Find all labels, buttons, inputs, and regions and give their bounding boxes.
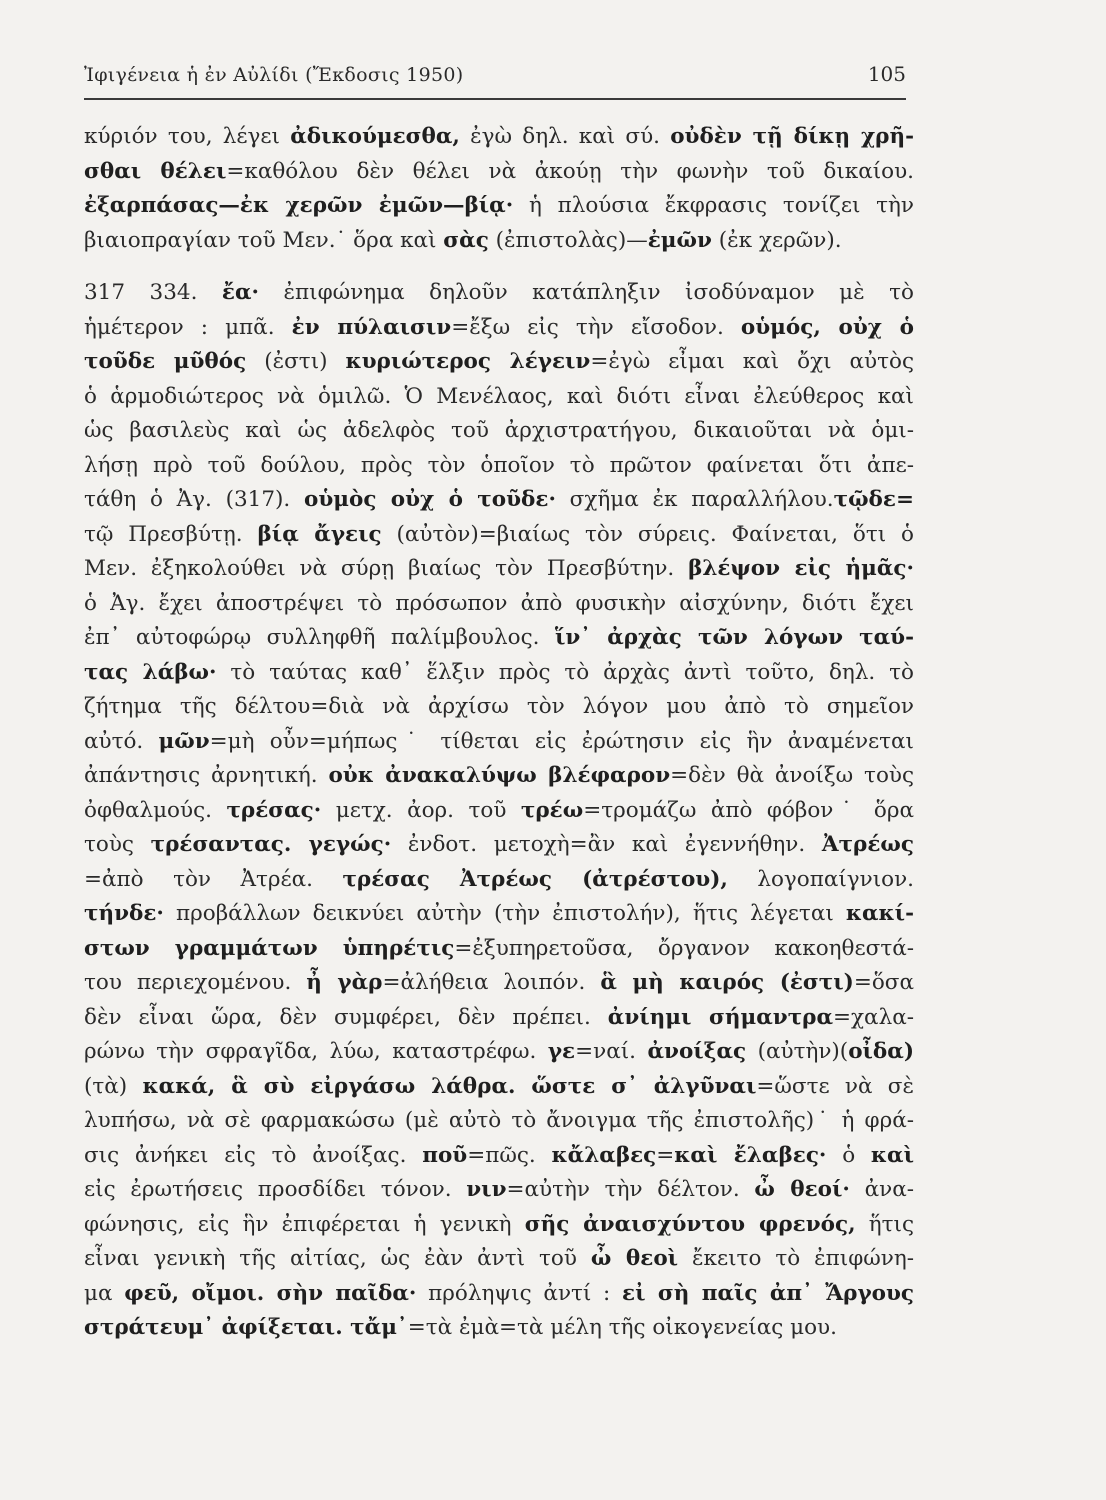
gloss-text: 317 334.: [84, 280, 222, 305]
gloss-text: σις ἀνήκει εἰς τὸ ἀνοίξας.: [84, 1142, 423, 1168]
gloss-text: ὁ: [826, 1142, 871, 1168]
gloss-text: κύριόν του, λέγει: [84, 124, 291, 149]
gloss-text: ἐπ᾽ αὐτοφώρῳ συλληφθῆ παλίμβουλος.: [84, 625, 555, 650]
gloss-text: ἐνδοτ. μετοχὴ=ἂν καὶ ἐγεννήθην.: [391, 832, 822, 857]
lemma-term: κἄλαβες: [551, 1142, 657, 1168]
gloss-text: τοὺς: [84, 832, 151, 857]
lemma-term: οἶδα): [848, 1039, 914, 1064]
text-line: [84, 1001, 914, 1036]
running-title: Ἰφιγένεια ἡ ἐν Αὐλίδι (Ἔκδοσις 1950): [84, 64, 464, 86]
lemma-term: οὑμός, οὐχ ὁ: [740, 314, 915, 340]
lemma-term: εἰ σὴ παῖς ἀπ᾽ Ἄργους: [622, 1280, 914, 1306]
lemma-term: τρέσαντας. γεγώς·: [150, 832, 392, 857]
text-line: [84, 725, 914, 760]
lemma-term: σὰς: [443, 227, 489, 253]
lemma-term: τας λάβω·: [84, 659, 217, 685]
lemma-term: γε: [547, 1039, 576, 1064]
text-line: [84, 828, 914, 863]
lemma-term: οὐκ ἀνακαλύψω βλέφαρον: [328, 763, 671, 788]
text-line: [84, 932, 914, 967]
lemma-term: οὐδὲν τῇ δίκῃ χρῆ-: [670, 124, 914, 149]
lemma-term: Ἀτρέως: [821, 832, 914, 857]
gloss-text: =δὲν θὰ ἀνοίξω τοὺς: [670, 763, 914, 788]
lemma-term: στων γραμμάτων ὑπηρέτις: [84, 935, 455, 961]
gloss-text: =μὴ οὖν=μήπως˙ τίθεται εἰς ἐρώτησιν εἰς ἣν ἀναμένεται: [209, 728, 914, 754]
gloss-text: μετχ. ἀορ. τοῦ: [321, 797, 521, 823]
gloss-text: ρώνω τὴν σφραγῖδα, λύω, καταστρέφω.: [84, 1039, 548, 1064]
gloss-text: ἥτις: [855, 1211, 914, 1237]
page-number: 105: [867, 62, 906, 86]
text-line: [84, 189, 914, 224]
lemma-term: βίᾳ ἄγεις: [257, 521, 382, 547]
lemma-term: κακί-: [845, 901, 914, 926]
lemma-term: ὦ θεοί·: [754, 1177, 850, 1202]
gloss-text: =ναί.: [575, 1039, 648, 1064]
gloss-text: ὁ Ἀγ. ἔχει ἀποστρέψει τὸ πρόσωπον ἀπὸ φυσικὴν αἰσχύνην, διότι ἔχει: [84, 590, 914, 616]
text-line: [84, 656, 914, 691]
lemma-term: τήνδε·: [84, 901, 164, 926]
lemma-term: ἀδικούμεσθα,: [290, 124, 460, 149]
lemma-term: ἵν᾽ ἀρχὰς τῶν λόγων ταύ-: [554, 625, 914, 650]
gloss-text: ἡ πλούσια ἔκφρασις τονίζει τὴν: [513, 193, 914, 218]
gloss-text: τῷ Πρεσβύτῃ.: [84, 521, 258, 547]
gloss-text: (ἐστι): [246, 349, 346, 374]
text-line: [84, 794, 914, 829]
gloss-text: =χαλα-: [833, 1004, 914, 1030]
gloss-text: σχῆμα ἐκ παραλλήλου.: [555, 487, 834, 512]
text-line: [84, 483, 914, 518]
lemma-term: οὑμὸς οὐχ ὁ τοῦδε·: [303, 487, 556, 512]
gloss-text: =τὰ ἐμὰ=τὰ μέλη τῆς οἰκογενείας μου.: [407, 1315, 837, 1340]
text-line: [84, 1070, 914, 1105]
gloss-text: =αὐτὴν τὴν δέλτον.: [506, 1177, 755, 1202]
gloss-text: (ἐπιστολὰς)—: [488, 227, 648, 253]
gloss-text: εἰς ἐρωτήσεις προσδίδει τόνον.: [84, 1177, 467, 1202]
text-line: [84, 621, 914, 656]
text-line: [84, 1139, 914, 1174]
gloss-text: =ἐγὼ εἶμαι καὶ ὄχι αὐτὸς: [590, 349, 914, 374]
text-line: [84, 414, 914, 449]
lemma-term: τοῦδε μῦθός: [84, 349, 247, 374]
gloss-text: λυπήσω, νὰ σὲ φαρμακώσω (μὲ αὐτὸ τὸ ἄνοιγμα τῆς ἐπιστολῆς)˙ ἡ φρά-: [84, 1108, 914, 1133]
lemma-term: ἐμῶν: [647, 227, 712, 253]
paragraph-gap: [84, 258, 914, 276]
gloss-text: λογοπαίγνιον.: [727, 866, 914, 892]
text-line: [84, 552, 914, 587]
lemma-term: κυριώτερος λέγειν: [345, 349, 591, 374]
lemma-term: σῆς ἀναισχύντου φρενός,: [524, 1211, 856, 1237]
paragraph: [84, 120, 914, 258]
lemma-term: καὶ ἔλαβες·: [674, 1142, 827, 1168]
text-line: [84, 1277, 914, 1312]
commentary-body: [84, 120, 914, 1346]
text-line: [84, 1311, 914, 1346]
text-line: [84, 120, 914, 155]
gloss-text: δὲν εἶναι ὥρα, δὲν συμφέρει, δὲν πρέπει.: [84, 1004, 608, 1030]
lemma-term: τρέω: [520, 797, 584, 823]
gloss-text: ἀπάντησις ἀρνητική.: [84, 763, 329, 788]
gloss-text: ἐπιφώνημα δηλοῦν κατάπληξιν ἰσοδύναμον μὲ τὸ: [259, 280, 914, 305]
lemma-term: βλέψον εἰς ἡμᾶς·: [688, 556, 914, 581]
gloss-text: =ἐξυπηρετοῦσα, ὄργανον κακοηθεστά-: [454, 935, 914, 961]
lemma-term: νιν: [466, 1177, 507, 1202]
gloss-text: αὐτό.: [84, 728, 159, 754]
gloss-text: ὡς βασιλεὺς καὶ ὡς ἀδελφὸς τοῦ ἀρχιστρατήγου, δικαιοῦται νὰ ὁμι-: [84, 418, 914, 443]
lemma-term: στράτευμ᾽ ἀφίξεται. τἄμ᾽: [84, 1315, 408, 1340]
gloss-text: =ἀλήθεια λοιπόν.: [382, 970, 601, 995]
text-line: [84, 345, 914, 380]
text-line: [84, 380, 914, 415]
text-line: [84, 1035, 914, 1070]
text-line: [84, 449, 914, 484]
text-line: [84, 759, 914, 794]
gloss-text: Μεν. ἐξηκολούθει νὰ σύρῃ βιαίως τὸν Πρεσβύτην.: [84, 556, 689, 581]
gloss-text: =πῶς.: [467, 1142, 552, 1168]
lemma-term: κακά, ἃ σὺ εἰργάσω λάθρα. ὥστε σ᾽ ἀλγῦναι: [142, 1073, 757, 1099]
gloss-text: φώνησις, εἰς ἣν ἐπιφέρεται ἡ γενικὴ: [84, 1211, 525, 1237]
gloss-text: τάθη ὁ Ἀγ. (317).: [84, 487, 304, 512]
gloss-text: ἐγὼ δηλ. καὶ σύ.: [459, 124, 671, 149]
gloss-text: =: [656, 1142, 675, 1168]
gloss-text: =ἀπὸ τὸν Ἀτρέα.: [84, 866, 343, 892]
gloss-text: ὀφθαλμούς.: [84, 797, 227, 823]
gloss-text: ἡμέτερον : μπᾶ.: [84, 314, 292, 340]
gloss-text: μα: [84, 1280, 125, 1306]
gloss-text: (αὐτὴν)(: [746, 1039, 849, 1064]
paragraph: [84, 276, 914, 1346]
gloss-text: πρόληψις ἀντί :: [416, 1280, 623, 1306]
gloss-text: εἶναι γενικὴ τῆς αἰτίας, ὡς ἐὰν ἀντὶ τοῦ: [84, 1246, 591, 1271]
gloss-text: τὸ ταύτας καθ᾽ ἕλξιν πρὸς τὸ ἀρχὰς ἀντὶ τοῦτο, δηλ. τὸ: [216, 659, 914, 685]
gloss-text: του περιεχομένου.: [84, 970, 307, 995]
text-line: [84, 1173, 914, 1208]
lemma-term: μῶν: [158, 728, 210, 754]
lemma-term: τρέσας·: [226, 797, 322, 823]
text-line: [84, 224, 914, 259]
lemma-term: φεῦ, οἴμοι. σὴν παῖδα·: [124, 1280, 417, 1306]
lemma-term: ἐν πύλαισιν: [291, 314, 452, 340]
lemma-term: ἔα·: [221, 280, 260, 305]
gloss-text: λήσῃ πρὸ τοῦ δούλου, πρὸς τὸν ὁποῖον τὸ πρῶτον φαίνεται ὅτι ἀπε-: [84, 452, 914, 478]
text-line: [84, 311, 914, 346]
text-line: [84, 276, 914, 311]
lemma-term: τρέσας Ἀτρέως (ἀτρέστου),: [342, 866, 728, 892]
gloss-text: ὁ ἁρμοδιώτερος νὰ ὁμιλῶ. Ὁ Μενέλαος, καὶ διότι εἶναι ἐλεύθερος καὶ: [84, 383, 914, 409]
text-line: [84, 690, 914, 725]
gloss-text: ἔκειτο τὸ ἐπιφώνη-: [678, 1246, 914, 1271]
text-line: [84, 897, 914, 932]
text-line: [84, 966, 914, 1001]
text-line: [84, 1208, 914, 1243]
gloss-text: (ἐκ χερῶν).: [711, 227, 842, 253]
gloss-text: =ἔξω εἰς τὴν εἴσοδον.: [451, 314, 741, 340]
text-line: [84, 1242, 914, 1277]
gloss-text: βιαιοπραγίαν τοῦ Μεν.˙ ὅρα καὶ: [84, 227, 444, 253]
lemma-term: καὶ: [870, 1142, 914, 1168]
text-line: [84, 587, 914, 622]
gloss-text: προβάλλων δεικνύει αὐτὴν (τὴν ἐπιστολήν), ἥτις λέγεται: [163, 901, 846, 926]
lemma-term: ἀνίημι σήμαντρα: [607, 1004, 834, 1030]
gloss-text: =ὥστε νὰ σὲ: [756, 1073, 914, 1099]
lemma-term: ἦ γὰρ: [306, 970, 383, 995]
lemma-term: σθαι θέλει: [84, 158, 227, 184]
gloss-text: ἀνα-: [849, 1177, 914, 1202]
gloss-text: =καθόλου δὲν θέλει νὰ ἀκούῃ τὴν φωνὴν τοῦ δικαίου.: [226, 158, 914, 184]
lemma-term: τῷδε=: [833, 487, 914, 512]
running-header: [84, 58, 906, 100]
text-line: [84, 155, 914, 190]
lemma-term: ὦ θεοὶ: [590, 1246, 679, 1271]
gloss-text: (αὐτὸν)=βιαίως τὸν σύρεις. Φαίνεται, ὅτι ὁ: [381, 521, 914, 547]
gloss-text: =τρομάζω ἀπὸ φόβον˙ ὅρα: [583, 797, 914, 823]
lemma-term: ἃ μὴ καιρός (ἐστι): [600, 970, 854, 995]
lemma-term: ἐξαρπάσας—ἐκ χερῶν ἐμῶν—βίᾳ·: [84, 193, 514, 218]
text-line: [84, 518, 914, 553]
lemma-term: ποῦ: [422, 1142, 468, 1168]
gloss-text: ζήτημα τῆς δέλτου=διὰ νὰ ἀρχίσω τὸν λόγον μου ἀπὸ τὸ σημεῖον: [84, 694, 914, 719]
lemma-term: ἀνοίξας: [647, 1039, 747, 1064]
text-line: [84, 1104, 914, 1139]
gloss-text: =ὅσα: [853, 970, 914, 995]
gloss-text: (τὰ): [84, 1073, 143, 1099]
text-line: [84, 863, 914, 898]
